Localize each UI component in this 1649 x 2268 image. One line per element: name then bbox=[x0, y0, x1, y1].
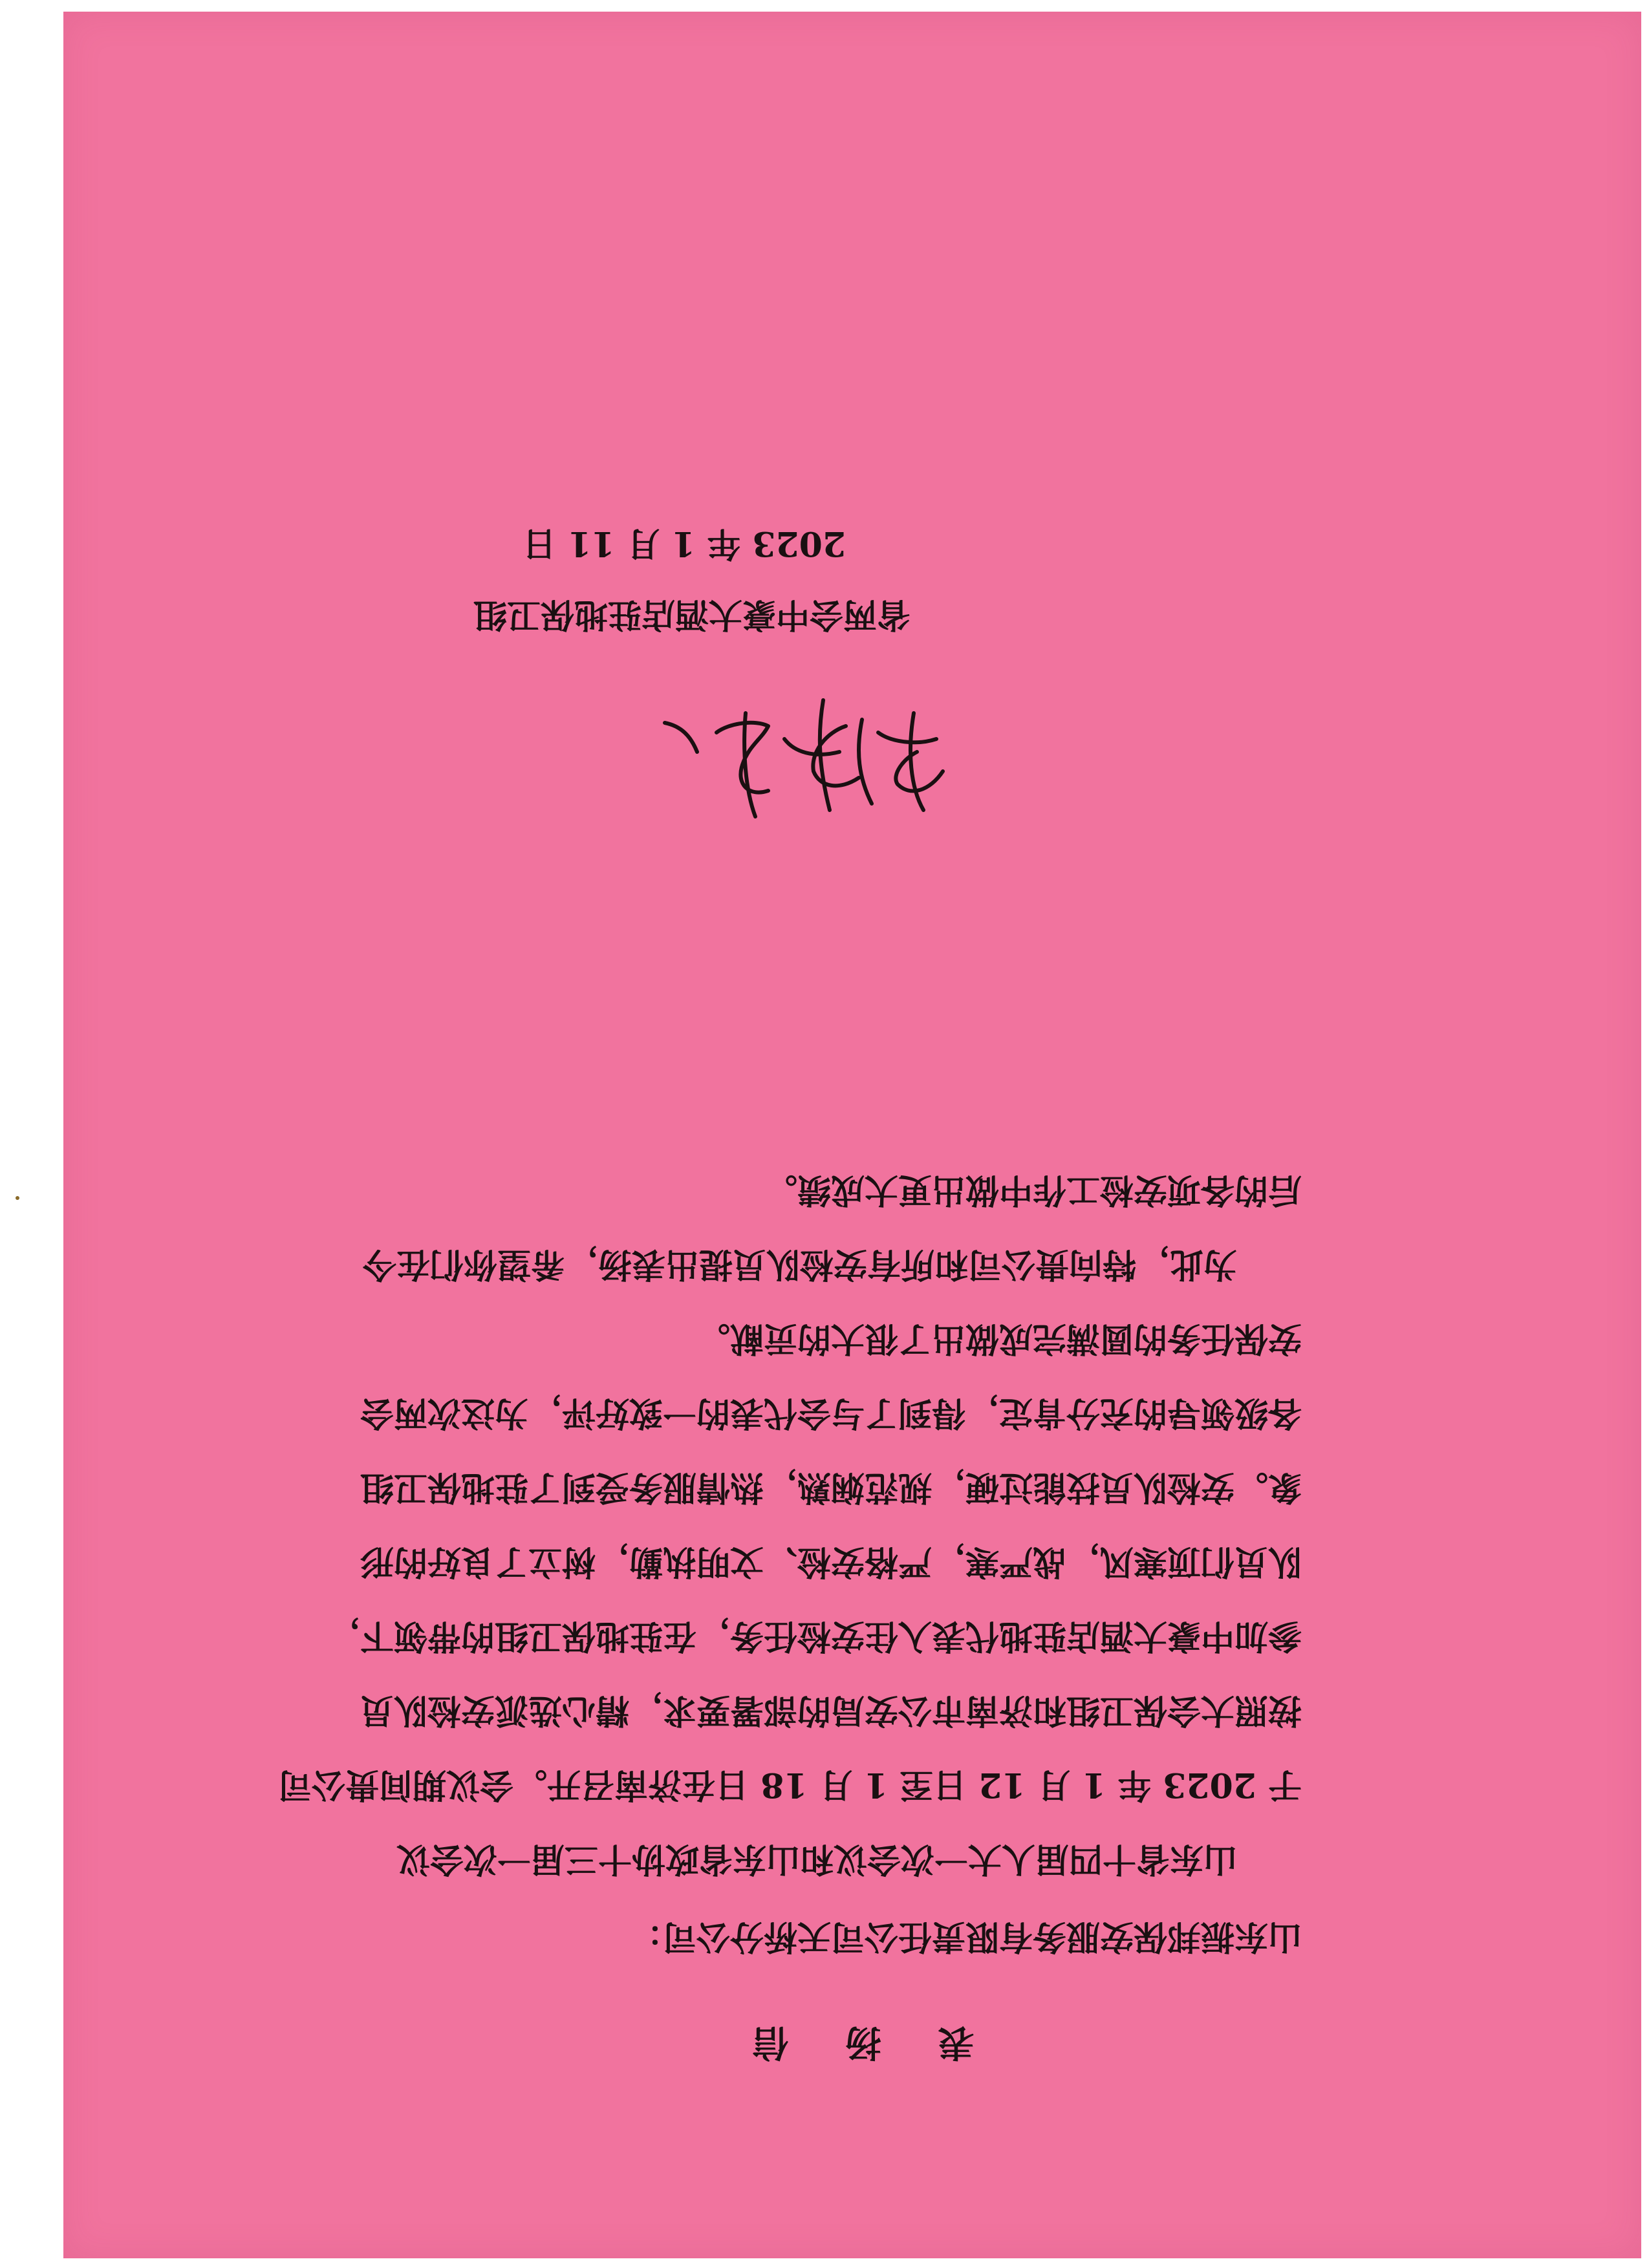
paragraph-line: 各级领导的充分肯定，得到了与会代表的一致好评，为这次两会 bbox=[360, 1393, 1302, 1433]
handwritten-signature bbox=[632, 681, 969, 849]
paragraph-line: 于 2023 年 1 月 12 日至 1 月 18 日在济南召开。会议期间贵公司 bbox=[278, 1765, 1302, 1804]
scan-speck bbox=[16, 1196, 19, 1200]
paragraph-line: 安保任务的圆满完成做出了很大的贡献。 bbox=[696, 1319, 1302, 1358]
pink-letter-paper bbox=[63, 12, 1641, 2258]
letter-salutation: 山东振邦保安服务有限责任公司天桥分公司： bbox=[629, 1917, 1302, 1956]
paragraph-line: 为此，特向贵公司和所有安检队员提出表扬，希望你们在今 bbox=[362, 1245, 1237, 1284]
paragraph-line: 后的各项安检工作中做出更大成绩。 bbox=[763, 1170, 1302, 1210]
letter-content-rotated bbox=[63, 12, 1641, 2258]
letter-title: 表 扬 信 bbox=[730, 2021, 975, 2064]
letter-date: 2023 年 1 月 11 日 bbox=[523, 524, 846, 563]
paragraph-line: 队员们顶寒风，战严寒，严格安检、文明执勤，树立了良好的形 bbox=[360, 1542, 1302, 1581]
paragraph-line: 按照大会保卫组和济南市公安局的部署要求，精心选派安检队员 bbox=[360, 1691, 1302, 1730]
letter-signer: 省两会中豪大酒店驻地保卫组 bbox=[473, 595, 911, 634]
paragraph-line: 山东省十四届人大一次会议和山东省政协十三届一次会议 bbox=[396, 1839, 1237, 1879]
paragraph-line: 象。安检队员技能过硬，规范娴熟，热情服务受到了驻地保卫组 bbox=[360, 1468, 1302, 1507]
paragraph-line: 参加中豪大酒店驻地代表入住安检任务，在驻地保卫组的带领下， bbox=[326, 1616, 1302, 1656]
